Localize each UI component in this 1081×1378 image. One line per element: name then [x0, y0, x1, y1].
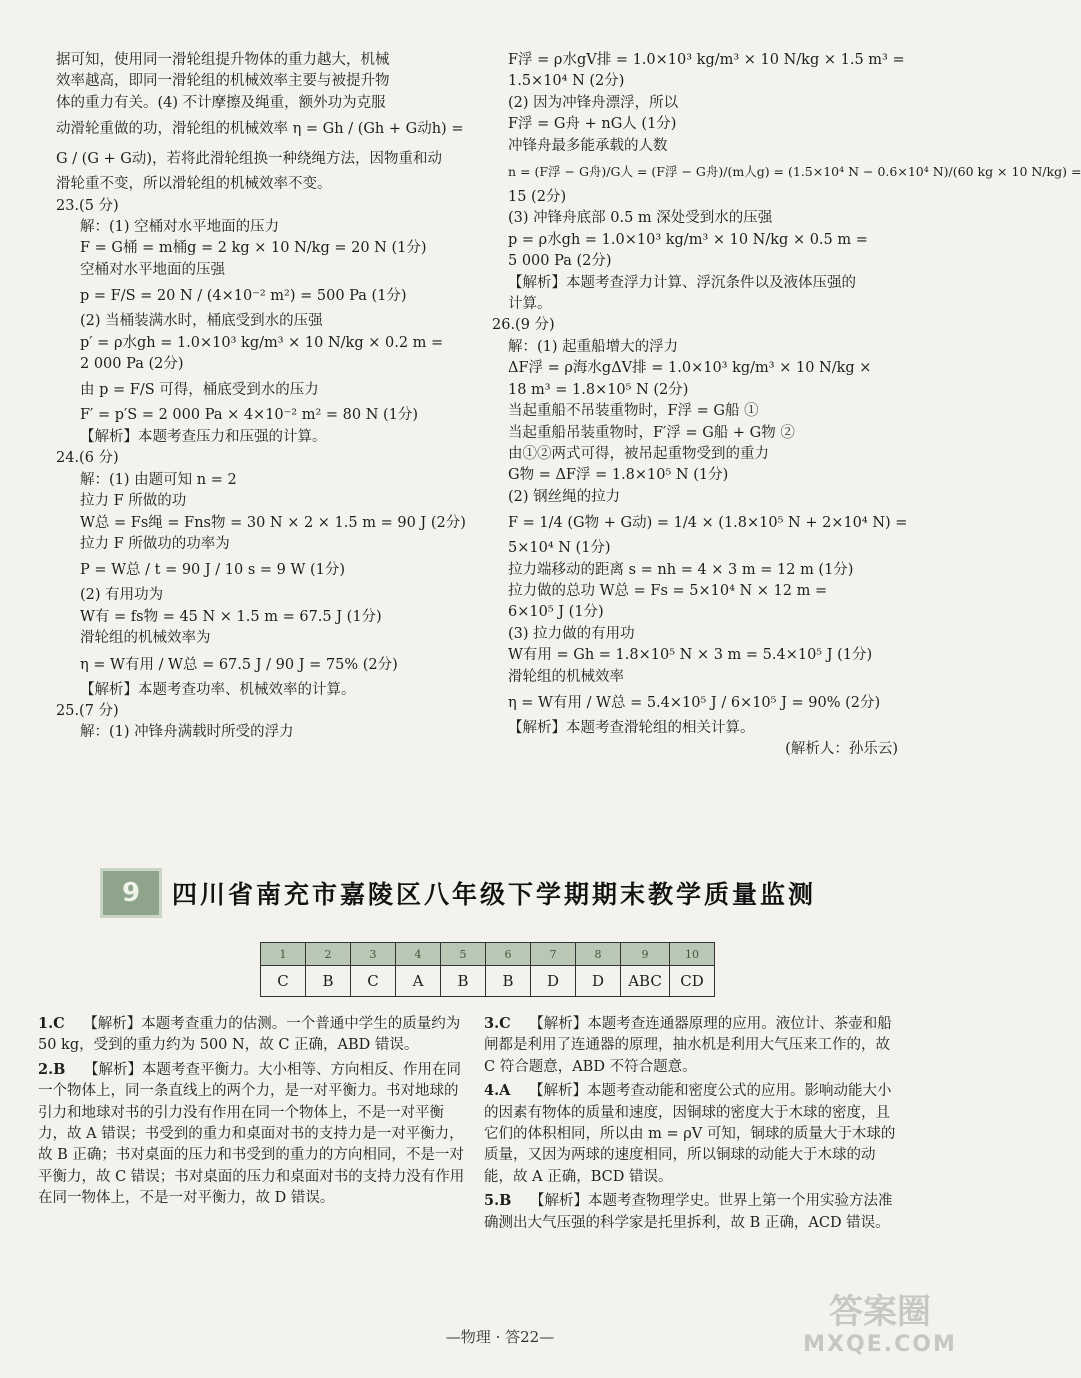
formula-line: p′ = ρ水gh = 1.0×10³ kg/m³ × 10 N/kg × 0.2 m =	[80, 334, 444, 351]
question-number-cell: 1	[261, 943, 306, 966]
answer-cell: CD	[670, 966, 715, 997]
watermark-main: 答案圈	[829, 1292, 931, 1332]
page-footer: —物理 · 答22—	[445, 1328, 555, 1346]
text-line: (2) 有用功为	[80, 587, 164, 604]
text-line: 空桶对水平地面的压强	[80, 261, 225, 278]
mcq-label: 3.C	[484, 1015, 511, 1032]
answer-cell: A	[396, 966, 441, 997]
text-line: 解：(1) 由题可知 n = 2	[80, 471, 237, 488]
question-number-cell: 4	[396, 943, 441, 966]
mcq-label: 4.A	[484, 1082, 511, 1100]
question-number-cell: 7	[531, 943, 576, 966]
answer-cell: D	[531, 966, 576, 997]
text-line: 拉力 F 所做功的功率为	[80, 535, 230, 552]
mcq-explanations-right	[484, 1013, 898, 1236]
answer-cell: D	[576, 966, 621, 997]
text-line: 滑轮重不变，所以滑轮组的机械效率不变。	[56, 176, 332, 193]
answer-cell: B	[441, 966, 486, 997]
analysis-note: 【解析】本题考查压力和压强的计算。	[80, 428, 327, 445]
question-number-cell: 8	[576, 943, 621, 966]
text-line: (3) 冲锋舟底部 0.5 m 深处受到水的压强	[508, 210, 773, 227]
section-number-badge: 9	[100, 868, 162, 918]
formula-line: W有用 = Gh = 1.8×10⁵ N × 3 m = 5.4×10⁵ J (1分)	[508, 647, 873, 664]
text-line: 滑轮组的机械效率为	[80, 630, 211, 647]
text-line: (2) 钢丝绳的拉力	[508, 488, 621, 505]
text-line: 2 000 Pa (2分)	[80, 356, 184, 373]
text-line: 拉力 F 所做的功	[80, 493, 187, 510]
formula-line: F浮 = ρ水gV排 = 1.0×10³ kg/m³ × 10 N/kg × 1.5 m³ =	[508, 52, 905, 68]
text-line: 5 000 Pa (2分)	[508, 253, 612, 270]
mcq-text: 【解析】本题考查连通器原理的应用。液位计、茶壶和船闸都是利用了连通器的原理，抽水机是利用大气压来工作的，故 C 符合题意，ABD 不符合题意。	[484, 1016, 892, 1075]
watermark-logo	[790, 1292, 970, 1362]
formula-line: F浮 = G舟 + nG人 (1分)	[508, 116, 677, 133]
formula-line: 18 m³ = 1.8×10⁵ N (2分)	[508, 381, 689, 398]
formula-line: W有 = fs物 = 45 N × 1.5 m = 67.5 J (1分)	[80, 608, 382, 625]
left-column	[56, 50, 466, 744]
answer-number-row	[261, 943, 715, 966]
analysis-note: 计算。	[508, 296, 552, 313]
mcq-text: 【解析】本题考查物理学史。世界上第一个用实验方法准确测出大气压强的科学家是托里拆利，故 B 正确，ACD 错误。	[484, 1193, 893, 1231]
answer-row	[261, 966, 715, 997]
text-line: 解：(1) 空桶对水平地面的压力	[80, 219, 280, 236]
formula-line: 当起重船不吊装重物时，F浮 = G船 ①	[508, 403, 759, 420]
formula-line: 拉力端移动的距离 s = nh = 4 × 3 m = 12 m (1分)	[508, 561, 854, 578]
text-line: 解：(1) 冲锋舟满载时所受的浮力	[80, 724, 294, 741]
formula-line: η = W有用 / W总 = 67.5 J / 90 J = 75% (2分)	[80, 656, 398, 673]
answer-cell: C	[351, 966, 396, 997]
text-line: 冲锋舟最多能承载的人数	[508, 137, 668, 154]
section-banner	[100, 868, 920, 918]
formula-line: G / (G + G动)，若将此滑轮组换一种绕绳方法，因物重和动	[56, 151, 443, 168]
text-line: (3) 拉力做的有用功	[508, 625, 635, 642]
formula-line: n = (F浮 − G舟)/G人 = (F浮 − G舟)/(m人g) = (1.5×10⁴ N − 0.6×10⁴ N)/(60 kg × 10 N/kg) =	[508, 164, 1081, 180]
formula-line: ΔF浮 = ρ海水gΔV排 = 1.0×10³ kg/m³ × 10 N/kg ×	[508, 360, 872, 377]
mcq-item	[38, 1013, 466, 1057]
right-column	[492, 50, 1081, 761]
text-line: (2) 因为冲锋舟漂浮，所以	[508, 94, 679, 111]
formula-line: 拉力做的总功 W总 = Fs = 5×10⁴ N × 12 m =	[508, 582, 828, 599]
question-heading: 23.(5 分)	[56, 197, 119, 214]
mcq-item	[484, 1013, 898, 1078]
question-heading: 24.(6 分)	[56, 450, 119, 467]
formula-line: p = ρ水gh = 1.0×10³ kg/m³ × 10 N/kg × 0.5 m =	[508, 231, 868, 248]
formula-line: W总 = Fs绳 = Fns物 = 30 N × 2 × 1.5 m = 90 J (2分)	[80, 514, 466, 531]
formula-line: 当起重船吊装重物时，F′浮 = G船 + G物 ②	[508, 424, 795, 441]
analysis-note: 【解析】本题考查功率、机械效率的计算。	[80, 681, 356, 698]
formula-line: 由 p = F/S 可得，桶底受到水的压力	[80, 382, 319, 399]
section-title: 四川省南充市嘉陵区八年级下学期期末教学质量监测	[172, 880, 817, 909]
mcq-label: 1.C	[38, 1015, 65, 1032]
text-line: 体的重力有关。(4) 不计摩擦及绳重，额外功为克服	[56, 94, 386, 111]
answer-cell: B	[306, 966, 351, 997]
question-number-cell: 9	[621, 943, 670, 966]
question-number-cell: 10	[670, 943, 715, 966]
question-heading: 26.(9 分)	[492, 317, 555, 334]
analysis-note: 【解析】本题考查滑轮组的相关计算。	[508, 719, 755, 736]
question-number-cell: 3	[351, 943, 396, 966]
watermark-sub: MXQE.COM	[803, 1332, 957, 1357]
formula-line: 动滑轮重做的功，滑轮组的机械效率 η = Gh / (Gh + G动h) =	[56, 121, 464, 138]
text-line: 据可知，使用同一滑轮组提升物体的重力越大，机械	[56, 52, 390, 68]
text-line: (2) 当桶装满水时，桶底受到水的压强	[80, 313, 323, 330]
question-number-cell: 5	[441, 943, 486, 966]
text-line: 效率越高，即同一滑轮组的机械效率主要与被提升物	[56, 73, 390, 90]
mcq-label: 5.B	[484, 1192, 512, 1210]
answer-key-table	[260, 942, 715, 997]
mcq-item	[38, 1059, 466, 1210]
text-line: 15 (2分)	[508, 189, 567, 206]
formula-line: p = F/S = 20 N / (4×10⁻² m²) = 500 Pa (1分)	[80, 288, 407, 305]
answer-cell: C	[261, 966, 306, 997]
question-number-cell: 6	[486, 943, 531, 966]
analyst-credit: (解析人：孙乐云)	[785, 741, 898, 758]
answer-cell: ABC	[621, 966, 670, 997]
mcq-text: 【解析】本题考查重力的估测。一个普通中学生的质量约为 50 kg，受到的重力约为 500 N，故 C 正确，ABD 错误。	[38, 1016, 461, 1054]
text-line: 6×10⁵ J (1分)	[508, 604, 604, 621]
text-line: 滑轮组的机械效率	[508, 668, 624, 685]
question-heading: 25.(7 分)	[56, 702, 119, 719]
mcq-item	[484, 1190, 898, 1234]
formula-line: G物 = ΔF浮 = 1.8×10⁵ N (1分)	[508, 467, 729, 484]
text-line: 由①②两式可得，被吊起重物受到的重力	[508, 445, 769, 462]
mcq-label: 2.B	[38, 1060, 66, 1078]
analysis-note: 【解析】本题考查浮力计算、浮沉条件以及液体压强的	[508, 274, 856, 291]
text-line: 5×10⁴ N (1分)	[508, 540, 611, 557]
text-line: 解：(1) 起重船增大的浮力	[508, 338, 679, 355]
mcq-item	[484, 1080, 898, 1188]
mcq-text: 【解析】本题考查平衡力。大小相等、方向相反、作用在同一个物体上，同一条直线上的两个力，是一对平衡力。书对地球的引力和地球对书的引力没有作用在同一个物体上，不是一对平衡力，故 A 错误；书受到的重力和桌面对书的支持力是一对平衡力，故 B 正确；书对桌面的压力和书受到的重力的方向相同，不是一对平衡力，故 C 错误；书对桌面的压力和桌面对书的支持力没有作用在同一物体上，不是一对平衡力，故 D 错误。	[38, 1061, 465, 1207]
question-number-cell: 2	[306, 943, 351, 966]
mcq-explanations-left	[38, 1013, 466, 1212]
answer-cell: B	[486, 966, 531, 997]
formula-line: η = W有用 / W总 = 5.4×10⁵ J / 6×10⁵ J = 90% (2分)	[508, 694, 881, 711]
formula-line: F = G桶 = m桶g = 2 kg × 10 N/kg = 20 N (1分)	[80, 240, 427, 257]
formula-line: F = 1/4 (G物 + G动) = 1/4 × (1.8×10⁵ N + 2×10⁴ N) =	[508, 515, 908, 532]
mcq-text: 【解析】本题考查动能和密度公式的应用。影响动能大小的因素有物体的质量和速度，因铜球的密度大于木球的密度，且它们的体积相同，所以由 m = ρV 可知，铜球的质量大于木球的质量，又因为两球的速度相同，所以铜球的动能大于木球的动能，故 A 正确，BCD 错误。	[484, 1083, 896, 1185]
text-line: 1.5×10⁴ N (2分)	[508, 73, 625, 90]
formula-line: F′ = p′S = 2 000 Pa × 4×10⁻² m² = 80 N (1分)	[80, 407, 419, 424]
formula-line: P = W总 / t = 90 J / 10 s = 9 W (1分)	[80, 562, 346, 579]
